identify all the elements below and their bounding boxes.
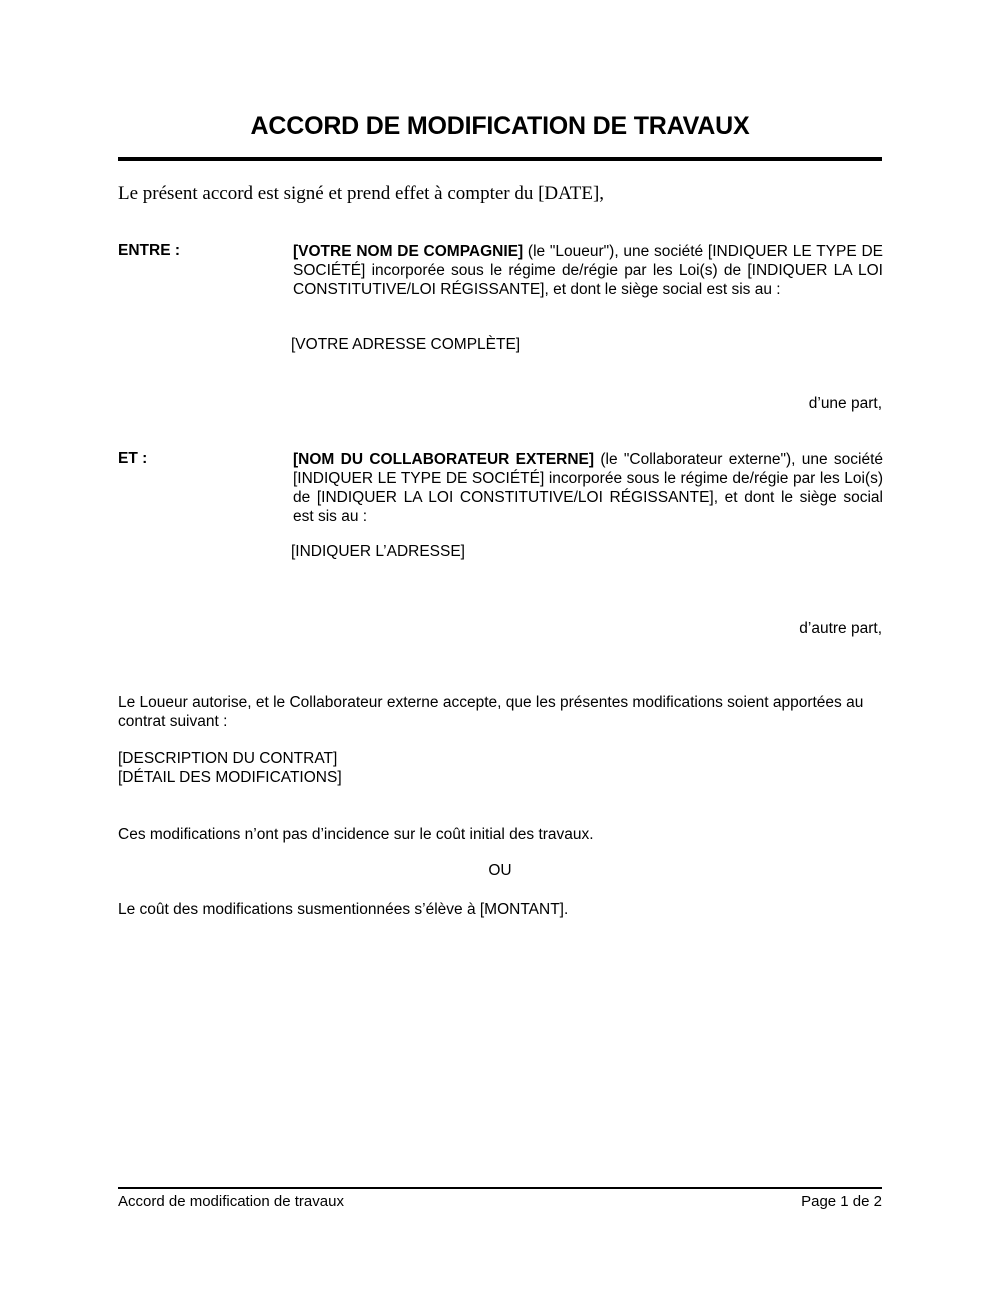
authorization-paragraph: Le Loueur autorise, et le Collaborateur externe accepte, que les présentes modifications soient apportées au contrat suivant : — [118, 694, 864, 730]
footer-title: Accord de modification de travaux — [118, 1193, 344, 1210]
party1-name: [VOTRE NOM DE COMPAGNIE] — [293, 243, 524, 260]
party2-name: [NOM DU COLLABORATEUR EXTERNE] — [293, 451, 595, 468]
document-title: ACCORD DE MODIFICATION DE TRAVAUX — [250, 112, 750, 140]
party2-label: ET : — [118, 450, 148, 467]
or-separator: OU — [488, 862, 512, 879]
party1-paragraph — [293, 242, 883, 299]
party1-description: (le "Loueur"), une société [INDIQUER LE TYPE DE SOCIÉTÉ] incorporée sous le régime de/régie par les Loi(s) de [INDIQUER LA LOI CONSTITUTIVE/LOI RÉGISSANTE], et dont le siège social est sis au : — [293, 243, 883, 298]
party1-closing: d’une part, — [808, 395, 882, 412]
title-divider — [118, 157, 882, 161]
party1-address: [VOTRE ADRESSE COMPLÈTE] — [291, 336, 521, 353]
no-cost-statement: Ces modifications n’ont pas d’incidence sur le coût initial des travaux. — [118, 826, 594, 843]
party2-address: [INDIQUER L’ADRESSE] — [291, 543, 465, 560]
cost-statement: Le coût des modifications susmentionnées s’élève à [MONTANT]. — [118, 901, 569, 918]
intro-sentence: Le présent accord est signé et prend effet à compter du [DATE], — [118, 183, 605, 204]
footer-divider — [118, 1187, 882, 1189]
party2-description: (le "Collaborateur externe"), une société [INDIQUER LE TYPE DE SOCIÉTÉ] incorporée sous le régime de/régie par les Loi(s) de [INDIQUER LA LOI CONSTITUTIVE/LOI RÉGISSANTE], et dont le siège social est sis au : — [293, 451, 883, 525]
party2-paragraph — [293, 450, 883, 526]
contract-description: [DESCRIPTION DU CONTRAT] — [118, 750, 338, 767]
party1-label: ENTRE : — [118, 242, 180, 259]
party2-closing: d’autre part, — [799, 620, 882, 637]
modification-details: [DÉTAIL DES MODIFICATIONS] — [118, 769, 342, 786]
page-number: Page 1 de 2 — [801, 1193, 882, 1210]
